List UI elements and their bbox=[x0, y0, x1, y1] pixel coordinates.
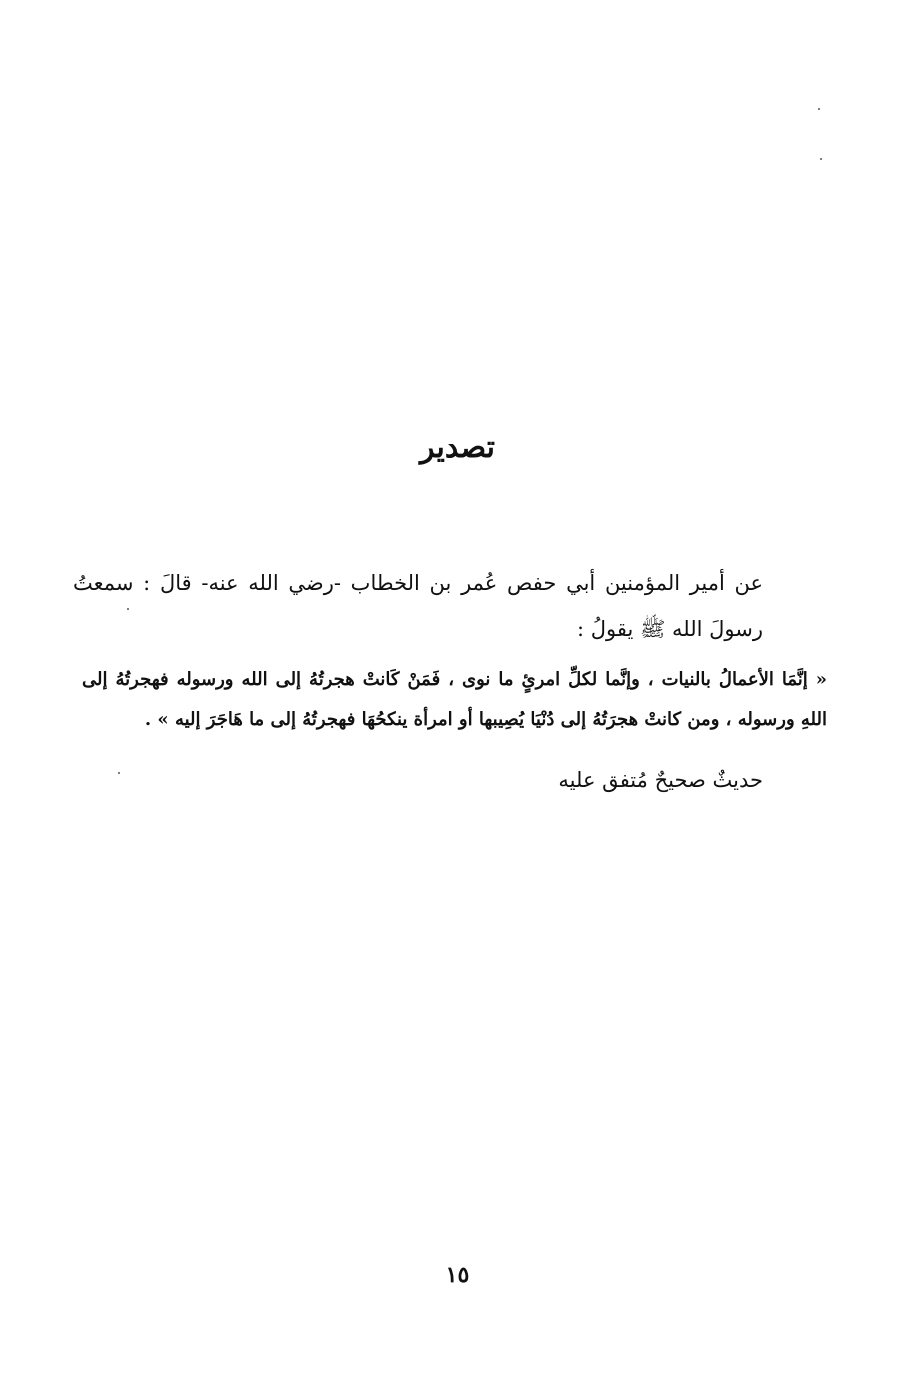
scan-speck bbox=[818, 108, 820, 110]
scan-speck bbox=[118, 772, 120, 774]
hadith-grade: حديثٌ صحيحٌ مُتفق عليه bbox=[558, 768, 763, 792]
scan-speck bbox=[820, 158, 822, 160]
page-title: تصدير bbox=[419, 430, 495, 465]
page-number: ١٥ bbox=[445, 1262, 470, 1288]
hadith-quote: « إنَّمَا الأعمالُ بالنيات ، وإنَّما لكلِّ امرئٍ ما نوى ، فَمَنْ كَانتْ هجرتُهُ إلى الله ورسوله فهجرتُهُ إلى اللهِ ورسوله ، ومن كانتْ هجرَتُهُ إلى دُنْيَا يُصِيبها أو امرأة ينكحُهَا فهجرتُهُ إلى ما هَاجَرَ إليه » . bbox=[82, 669, 827, 730]
scan-speck bbox=[127, 608, 129, 610]
intro-paragraph: عن أمير المؤمنين أبي حفص عُمر بن الخطاب -رضي الله عنه- قالَ : سمعتُ رسولَ الله ﷺ يقولُ : bbox=[73, 571, 763, 641]
